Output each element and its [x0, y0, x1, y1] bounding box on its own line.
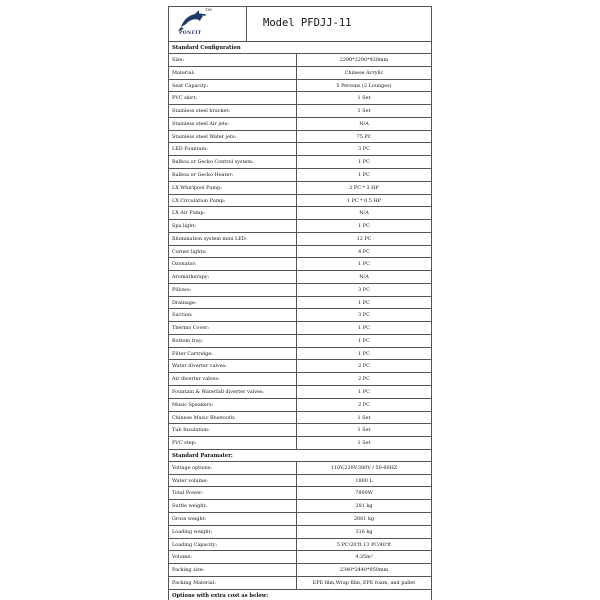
spec-label: Packing Material:: [169, 577, 297, 589]
spec-row: [169, 67, 431, 80]
spec-value: 1 PC: [358, 261, 370, 268]
spec-label: Ozonator:: [169, 258, 297, 270]
spec-row: [169, 233, 431, 246]
spec-value: 3 PC: [358, 286, 370, 293]
spec-label: Bottom tray:: [169, 335, 297, 347]
spec-value: 2340*2440*950mm: [339, 567, 389, 574]
trademark-mark: TM: [205, 7, 212, 12]
spec-value: N/A: [359, 274, 369, 281]
spec-label: Total Power:: [169, 487, 297, 499]
spec-value: 1 Set: [357, 440, 371, 447]
spec-value: 1 PC: [358, 389, 370, 395]
spec-value: 2 PC: [358, 401, 370, 408]
spec-value: 1 PC: [358, 223, 370, 230]
model-title: Model PFDJJ-11: [263, 17, 352, 29]
section-options-extra-cost: [169, 590, 431, 600]
spec-label: Gross weight:: [169, 513, 297, 525]
spec-row: [169, 182, 431, 195]
spec-row: [169, 105, 431, 118]
spec-row: [169, 143, 431, 156]
spec-label: Material:: [169, 67, 297, 79]
header-divider: [246, 7, 247, 41]
spec-value: N/A: [359, 120, 369, 127]
spec-label: Spa light:: [169, 220, 297, 232]
spec-value: 2 PC: [358, 363, 370, 370]
spec-row: [169, 475, 431, 488]
spec-value: N/A: [359, 210, 369, 217]
spec-value: EPE film,Wrap film, EPE foam, and pallet: [312, 579, 416, 586]
spec-label: Balboa or Gecko Control system:: [169, 156, 297, 168]
spec-row: [169, 577, 431, 590]
spec-label: Filter Cartridge:: [169, 348, 297, 360]
spec-row: [169, 386, 431, 399]
spec-value: Chinese Acrylic: [344, 69, 384, 76]
spec-value: 1 PC: [358, 325, 370, 332]
spec-label: LX Whirlpool Pump:: [169, 182, 297, 194]
spec-row: [169, 513, 431, 526]
spec-row: [169, 131, 431, 144]
spec-value: 3 PC: [358, 312, 370, 319]
spec-row: [169, 80, 431, 93]
spec-label: Water volume:: [169, 475, 297, 487]
spec-value: 1 Set: [357, 95, 371, 102]
spec-value: 7800W: [355, 490, 373, 497]
spec-label: PVC skirt:: [169, 92, 297, 104]
spec-label: Stainless steel bracket:: [169, 105, 297, 117]
spec-row: [169, 564, 431, 577]
spec-row: [169, 526, 431, 539]
spec-header: [169, 7, 431, 42]
spec-label: LED Fountain:: [169, 143, 297, 155]
spec-label: Water diverter valves:: [169, 360, 297, 372]
spec-label: Music Speakers:: [169, 399, 297, 411]
spec-label: Air diverter valves:: [169, 373, 297, 385]
spec-row: [169, 92, 431, 105]
spec-value: 2 PC * 3 HP: [349, 184, 379, 191]
section-title: Standard Paramater:: [169, 450, 431, 462]
spec-value: 110V,220V,380V / 50-60HZ: [330, 464, 398, 471]
section-standard-parameter: [169, 450, 431, 590]
spec-row: [169, 348, 431, 361]
brand-name: PONFIT: [179, 31, 202, 36]
spec-row: [169, 271, 431, 284]
spec-row: [169, 309, 431, 322]
spec-row: [169, 462, 431, 475]
spec-row: [169, 500, 431, 513]
spec-label: Voltage options:: [169, 462, 297, 474]
spec-label: Stainless steel Water jets:: [169, 131, 297, 143]
spec-value: 4 PC: [358, 248, 370, 255]
spec-row: [169, 284, 431, 297]
spec-label: Loading weight:: [169, 526, 297, 538]
spec-row: [169, 437, 431, 450]
spec-value: 12 PC: [356, 235, 372, 242]
spec-value: 2290*2290*920mm: [339, 57, 389, 64]
spec-row: [169, 195, 431, 208]
spec-label: Loading Capacity:: [169, 539, 297, 551]
spec-label: Size:: [169, 54, 297, 66]
section-standard-configuration: [169, 42, 431, 450]
spec-label: Chinese Music Bluetooth:: [169, 412, 297, 424]
spec-value: 1800 L: [355, 477, 373, 484]
spec-row: [169, 551, 431, 564]
spec-value: 1 Set: [357, 427, 371, 434]
spec-label: Balboa or Gecko Heater:: [169, 169, 297, 181]
spec-value: 281 kg: [355, 503, 373, 510]
spec-label: Packing size:: [169, 564, 297, 576]
rows-standard-configuration: [169, 54, 431, 450]
spec-row: [169, 156, 431, 169]
spec-value: 75 PC: [356, 133, 372, 140]
spec-value: 3 PC: [358, 146, 370, 153]
spec-row: [169, 360, 431, 373]
spec-label: Thermo Cover:: [169, 322, 297, 334]
spec-label: Aromatherapy:: [169, 271, 297, 283]
spec-label: Suttle weight:: [169, 500, 297, 512]
spec-row: [169, 207, 431, 220]
spec-label: Corner lights:: [169, 246, 297, 258]
spec-row: [169, 258, 431, 271]
spec-label: Illumination system mini LED:: [169, 233, 297, 245]
spec-value: 2 PC: [358, 376, 370, 383]
spec-label: LX Circulation Pump:: [169, 195, 297, 207]
spec-value: 1 PC: [358, 159, 370, 166]
spec-label: Pillows:: [169, 284, 297, 296]
spec-row: [169, 169, 431, 182]
spec-row: [169, 246, 431, 259]
spec-row: [169, 539, 431, 552]
spec-row: [169, 54, 431, 67]
spec-value: 1 PC: [358, 350, 370, 357]
spec-value: 2081 kg: [353, 515, 375, 522]
spec-row: [169, 487, 431, 500]
spec-value: 1 PC: [358, 171, 370, 178]
spec-value: 5 PC/20'ft 13 PC/40'ft: [336, 541, 392, 548]
spec-value: 4.35m³: [355, 554, 373, 561]
spec-label: Stainless steel Air jets:: [169, 118, 297, 130]
spec-row: [169, 399, 431, 412]
spec-value: 1 PC: [358, 299, 370, 306]
spec-row: [169, 373, 431, 386]
spec-label: PVC step:: [169, 437, 297, 449]
spec-label: LX Air Pump:: [169, 207, 297, 219]
spec-label: Suction:: [169, 309, 297, 321]
spec-value: 1 PC: [358, 337, 370, 344]
spec-row: [169, 220, 431, 233]
spec-row: [169, 335, 431, 348]
spec-row: [169, 297, 431, 310]
spec-label: Seat Capacity:: [169, 80, 297, 92]
spec-value: 1 Set: [357, 108, 371, 115]
section-title: Options with extra cost as below:: [169, 590, 431, 600]
spec-label: Drainage:: [169, 297, 297, 309]
spec-row: [169, 118, 431, 131]
spec-row: [169, 412, 431, 425]
rows-standard-parameter: [169, 462, 431, 590]
spec-value: 316 kg: [355, 528, 373, 535]
spec-row: [169, 424, 431, 437]
spec-sheet: [168, 6, 432, 600]
spec-label: Volume:: [169, 551, 297, 563]
section-title: Standard Configuration: [169, 42, 431, 54]
spec-value: 1 PC * 0.5 HP: [346, 197, 382, 204]
spec-value: 1 Set: [357, 414, 371, 421]
spec-label: Fountain & Waterfall diverter valves:: [169, 386, 297, 398]
spec-row: [169, 322, 431, 335]
spec-value: 5 Persons (2 Lounges): [336, 82, 392, 89]
spec-label: Tub Insulation:: [169, 424, 297, 436]
